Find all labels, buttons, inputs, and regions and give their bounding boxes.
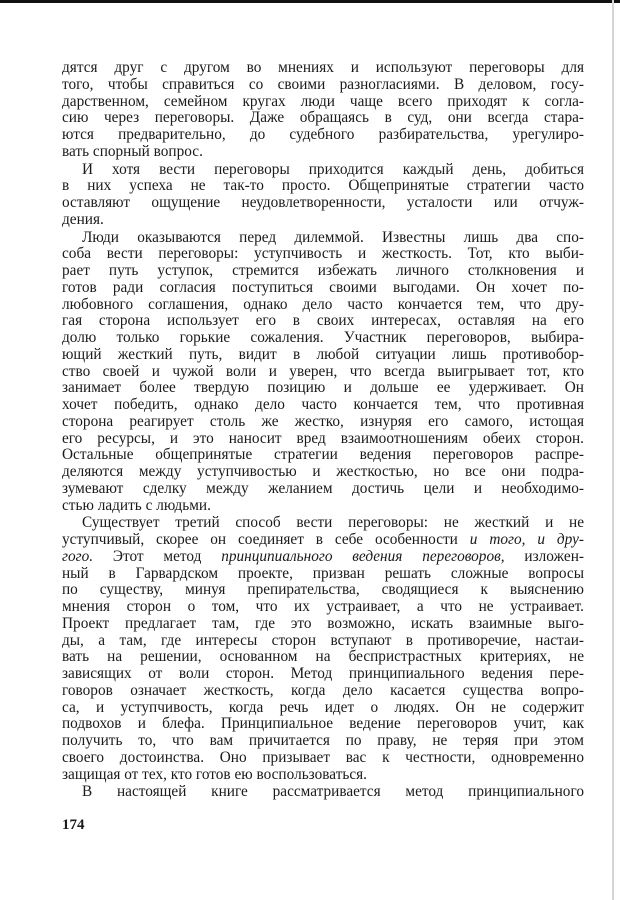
text-segment: в них успеха не так-то просто. Общепринятые стратегии часто bbox=[62, 177, 584, 195]
text-segment: зависящих от воли сторон. Метод принципиального ведения пере- bbox=[62, 665, 584, 682]
text-line bbox=[62, 110, 584, 127]
text-line bbox=[62, 127, 584, 144]
text-line bbox=[62, 364, 584, 381]
text-line bbox=[62, 178, 584, 195]
text-line bbox=[62, 246, 584, 263]
text-segment: долю только горькие сожаления. Участник переговоров, выбира- bbox=[62, 329, 584, 346]
text-segment: вать на решении, основанном на беспристрастных критериях, не bbox=[62, 648, 584, 666]
text-segment: ды, а там, где интересы сторон вступают в противоречие, настаи- bbox=[62, 631, 584, 649]
text-line bbox=[62, 549, 584, 566]
text-segment: его ресурсы, и это наносит вред взаимоотношениям обеих сторон. bbox=[62, 429, 584, 447]
text-segment: Существует третий способ вести переговоры: не жесткий и не bbox=[82, 514, 584, 532]
text-line bbox=[62, 515, 584, 532]
text-line bbox=[62, 716, 584, 733]
text-segment: дарственном, семейном кругах люди чаще всего приходят к согла- bbox=[62, 92, 584, 110]
text-segment: того, чтобы справиться со своими разногласиями. В деловом, госу- bbox=[62, 75, 584, 93]
text-segment: стью ладить с людьми. bbox=[62, 496, 211, 514]
text-line bbox=[62, 94, 584, 111]
text-segment: дятся друг с другом во мнениях и используют переговоры для bbox=[62, 59, 584, 76]
text-line bbox=[62, 733, 584, 750]
text-segment: сию через переговоры. Даже обращаясь в суд, они всегда стара- bbox=[62, 109, 584, 127]
text-segment: занимает более твердую позицию и дольше ее удерживает. Он bbox=[62, 379, 584, 397]
text-line bbox=[62, 212, 584, 229]
text-line bbox=[62, 666, 584, 683]
italic-text: и того, и дру- bbox=[469, 531, 584, 548]
text-line bbox=[62, 397, 584, 414]
text-line bbox=[62, 414, 584, 431]
text-segment: Остальные общепринятые стратегии ведения переговоров распре- bbox=[62, 446, 584, 464]
text-line bbox=[62, 599, 584, 616]
text-segment: Проект предлагает там, где это возможно, искать взаимные выго- bbox=[62, 614, 584, 632]
text-line bbox=[62, 162, 584, 179]
text-segment: изложен- bbox=[504, 547, 584, 565]
paragraph bbox=[62, 515, 584, 783]
text-line bbox=[62, 498, 584, 515]
text-line bbox=[62, 566, 584, 583]
text-segment: уступчивый, скорее он соединяет в себе особенности bbox=[62, 531, 470, 548]
text-line bbox=[62, 700, 584, 717]
text-line bbox=[62, 195, 584, 212]
text-line bbox=[62, 649, 584, 666]
text-segment: сторона реагирует столь же жестко, изнуряя его самого, истощая bbox=[62, 412, 584, 430]
text-line bbox=[62, 784, 584, 801]
text-segment: хочет победить, однако дело часто кончается тем, что противная bbox=[62, 396, 584, 413]
text-line bbox=[62, 447, 584, 464]
text-line bbox=[62, 767, 584, 784]
text-segment: любовного соглашения, однако дело часто кончается тем, что дру- bbox=[62, 295, 584, 313]
text-segment: подвохов и блефа. Принципиальное ведение переговоров учит, как bbox=[62, 715, 584, 733]
text-line bbox=[62, 263, 584, 280]
text-segment: своего достоинства. Оно призывает вас к честности, одновременно bbox=[62, 748, 584, 766]
text-line bbox=[62, 330, 584, 347]
text-line bbox=[62, 77, 584, 94]
text-line bbox=[62, 297, 584, 314]
text-line bbox=[62, 431, 584, 448]
text-segment: готов ради согласия поступиться своими выгодами. Он хочет по- bbox=[62, 278, 584, 296]
text-line bbox=[62, 230, 584, 247]
text-line bbox=[62, 313, 584, 330]
text-line bbox=[62, 582, 584, 599]
italic-text: гого. bbox=[62, 547, 94, 565]
text-segment: И хотя вести переговоры приходится каждый день, добиться bbox=[82, 160, 584, 178]
page-body-text bbox=[62, 60, 584, 802]
text-line bbox=[62, 464, 584, 481]
text-segment: рает путь уступок, стремится избежать личного столкновения и bbox=[62, 262, 584, 279]
text-segment: по существу, минуя препирательства, сводящиеся к выяснению bbox=[62, 581, 584, 599]
text-line bbox=[62, 750, 584, 767]
paragraph bbox=[62, 784, 584, 801]
text-line bbox=[62, 633, 584, 650]
text-segment: мнения сторон о том, что их устраивает, а что не устраивает. bbox=[62, 598, 584, 615]
text-segment: Этот метод bbox=[93, 547, 222, 565]
text-segment: ный в Гарвардском проекте, призван решать сложные вопросы bbox=[62, 564, 584, 582]
text-line bbox=[62, 616, 584, 633]
text-line bbox=[62, 280, 584, 297]
text-segment: дения. bbox=[62, 210, 104, 228]
text-line bbox=[62, 60, 584, 77]
text-segment: защищая от тех, кто готов ею воспользоваться. bbox=[62, 765, 368, 783]
text-line bbox=[62, 380, 584, 397]
text-segment: Люди оказываются перед дилеммой. Известны лишь два спо- bbox=[82, 228, 584, 246]
text-segment: ются предварительно, до судебного разбирательства, урегулиро- bbox=[62, 126, 584, 143]
text-line bbox=[62, 683, 584, 700]
text-line bbox=[62, 144, 584, 161]
text-segment: деляются между уступчивостью и жесткостью, но все они подра- bbox=[62, 463, 584, 480]
text-segment: оставляют ощущение неудовлетворенности, усталости или отчуж- bbox=[62, 194, 584, 211]
scan-top-border bbox=[0, 0, 620, 3]
paragraph bbox=[62, 162, 584, 229]
paragraph bbox=[62, 230, 584, 515]
text-segment: соба вести переговоры: уступчивость и жесткость. Тот, кто выби- bbox=[62, 245, 584, 263]
text-line bbox=[62, 481, 584, 498]
text-segment: гая сторона использует его в своих интересах, оставляя на его bbox=[62, 312, 584, 330]
paragraph bbox=[62, 60, 584, 161]
text-line bbox=[62, 532, 584, 549]
text-segment: ство своей и чужой воли и уверен, что всегда выигрывает тот, кто bbox=[62, 362, 584, 380]
text-segment: зумевают сделку между желанием достичь цели и необходимо- bbox=[62, 479, 584, 497]
page-number: 174 bbox=[62, 817, 85, 833]
text-segment: вать спорный вопрос. bbox=[62, 142, 203, 160]
italic-text: принципиального ведения переговоров, bbox=[221, 547, 505, 565]
text-line bbox=[62, 347, 584, 364]
text-segment: получить то, что вам причитается по праву, не теряя при этом bbox=[62, 732, 584, 749]
text-segment: ющий жесткий путь, видит в любой ситуации лишь противобор- bbox=[62, 345, 584, 363]
text-segment: са, и уступчивость, когда речь идет о людях. Он не содержит bbox=[62, 698, 584, 716]
scan-right-edge bbox=[612, 0, 614, 900]
text-segment: говоров означает жесткость, когда дело касается существа вопро- bbox=[62, 681, 584, 699]
text-segment: В настоящей книге рассматривается метод принципиального bbox=[82, 783, 584, 801]
